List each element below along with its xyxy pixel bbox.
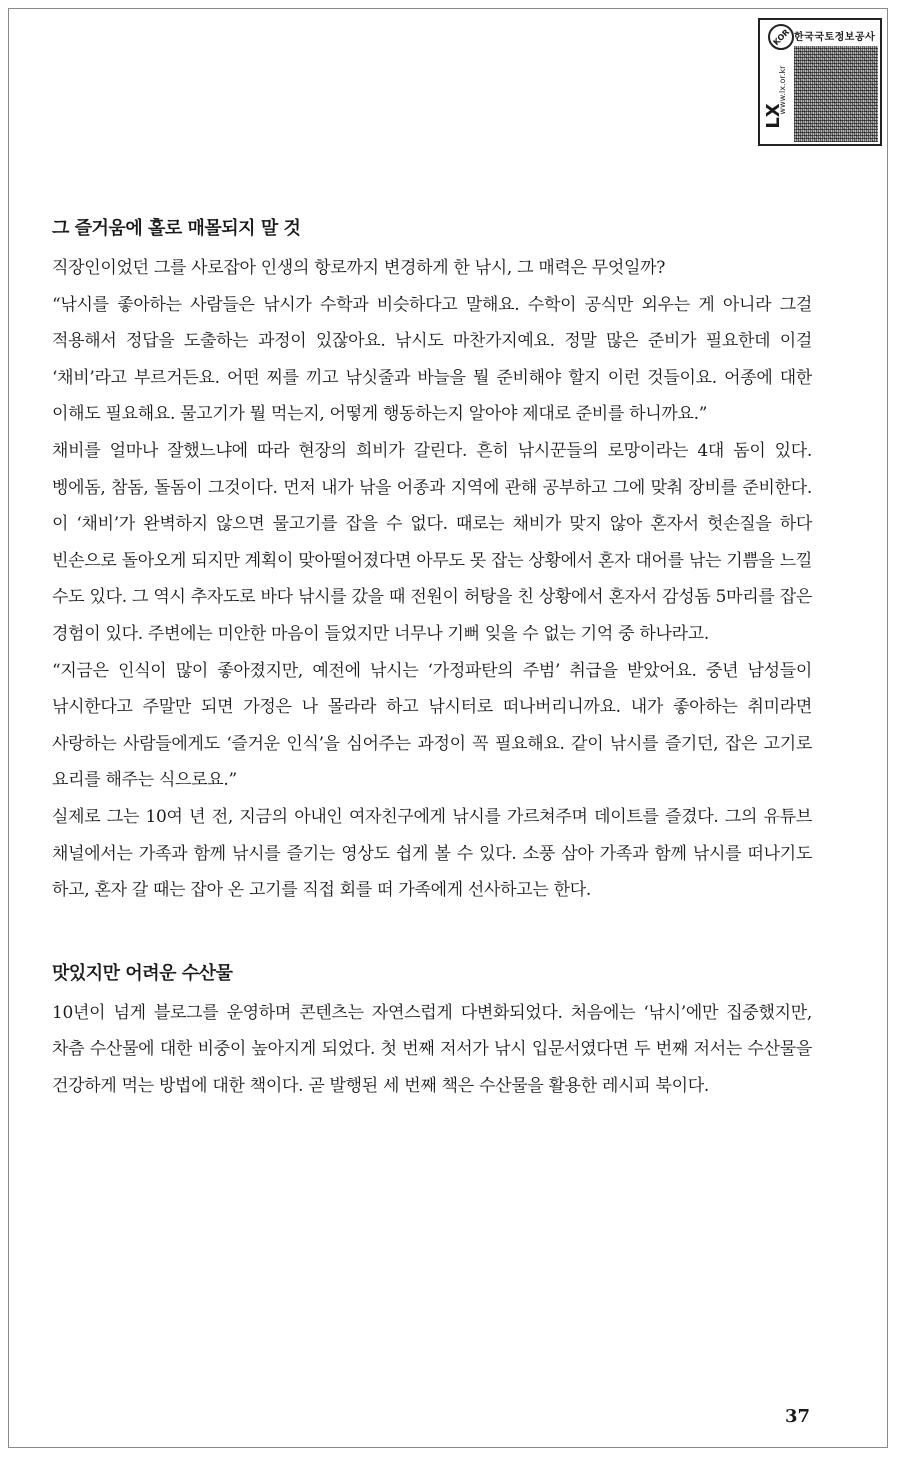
- lx-logo-icon: LX: [762, 103, 784, 129]
- section-1: [52, 214, 812, 909]
- security-pattern-icon: [794, 46, 878, 142]
- page-number: 37: [784, 1406, 810, 1427]
- paragraph: 직장인이었던 그를 사로잡아 인생의 항로까지 변경하게 한 낚시, 그 매력은 무엇일까?: [52, 258, 666, 278]
- kor-badge-icon: KOR: [763, 19, 800, 56]
- article-body: [52, 214, 812, 1104]
- paragraph: “지금은 인식이 많이 좋아졌지만, 예전에 낚시는 ‘가정파탄의 주범’ 취급을 받았어요. 중년 남성들이 낚시한다고 주말만 되면 가정은 나 몰라라 하고 낚시터로 떠나버리니까요. 내가 좋아하는 취미라면 사랑하는 사람들에게도 ‘즐거운 인식’을 심어주는 과정이 꼭 필요해요. 같이 낚시를 즐기던, 잡은 고기로 요리를 해주는 식으로요.”: [52, 660, 812, 791]
- section-2: [52, 959, 812, 1105]
- section-gap: [52, 909, 812, 959]
- stamp-org-name: 한국국토정보공사: [794, 32, 876, 43]
- paragraph: 채비를 얼마나 잘했느냐에 따라 현장의 희비가 갈린다. 흔히 낚시꾼들의 로망이라는 4대 돔이 있다. 벵에돔, 참돔, 돌돔이 그것이다. 먼저 내가 낚을 어종과 지역에 관해 공부하고 그에 맞춰 장비를 준비한다. 이 ‘채비’가 완벽하지 않으면 물고기를 잡을 수 없다. 때로는 채비가 맞지 않아 혼자서 헛손질을 하다 빈손으로 돌아오게 되지만 계획이 맞아떨어졌다면 아무도 못 잡는 상황에서 혼자 대어를 낚는 기쁨을 느낄 수도 있다. 그 역시 추자도로 바다 낚시를 갔을 때 전원이 허탕을 친 상황에서 혼자서 감성돔 5마리를 잡은 경험이 있다. 주변에는 미안한 마음이 들었지만 너무나 기뻐 잊을 수 없는 기억 중 하나라고.: [52, 440, 812, 644]
- paragraph: 10년이 넘게 블로그를 운영하며 콘텐츠는 자연스럽게 다변화되었다. 처음에는 ‘낚시’에만 집중했지만, 차츰 수산물에 대한 비중이 높아지게 되었다. 첫 번째 저서가 낚시 입문서였다면 두 번째 저서는 수산물을 건강하게 먹는 방법에 대한 책이다. 곧 발행된 세 번째 책은 수산물을 활용한 레시피 북이다.: [52, 1002, 812, 1096]
- section-heading: 맛있지만 어려운 수산물: [52, 962, 233, 984]
- section-heading: 그 즐거움에 홀로 매몰되지 말 것: [52, 218, 301, 239]
- paragraph: 실제로 그는 10여 년 전, 지금의 아내인 여자친구에게 낚시를 가르쳐주며 데이트를 즐겼다. 그의 유튜브 채널에서는 가족과 함께 낚시를 즐기는 영상도 쉽게 볼 수 있다. 소풍 삼아 가족과 함께 낚시를 떠나기도 하고, 혼자 갈 때는 잡아 온 고기를 직접 회를 떠 가족에게 선사하고는 한다.: [52, 806, 812, 901]
- lx-certification-stamp: [758, 18, 882, 146]
- paragraph: “낚시를 좋아하는 사람들은 낚시가 수학과 비슷하다고 말해요. 수학이 공식만 외우는 게 아니라 그걸 적용해서 정답을 도출하는 과정이 있잖아요. 낚시도 마찬가지예요. 정말 많은 준비가 필요한데 이걸 ‘채비’라고 부르거든요. 어떤 찌를 끼고 낚싯줄과 바늘을 뭘 준비해야 할지 이런 것들이요. 어종에 대한 이해도 필요해요. 물고기가 뭘 먹는지, 어떻게 행동하는지 알아야 제대로 준비를 하니까요.”: [52, 294, 812, 425]
- stamp-url: www.lx.or.kr: [778, 65, 787, 115]
